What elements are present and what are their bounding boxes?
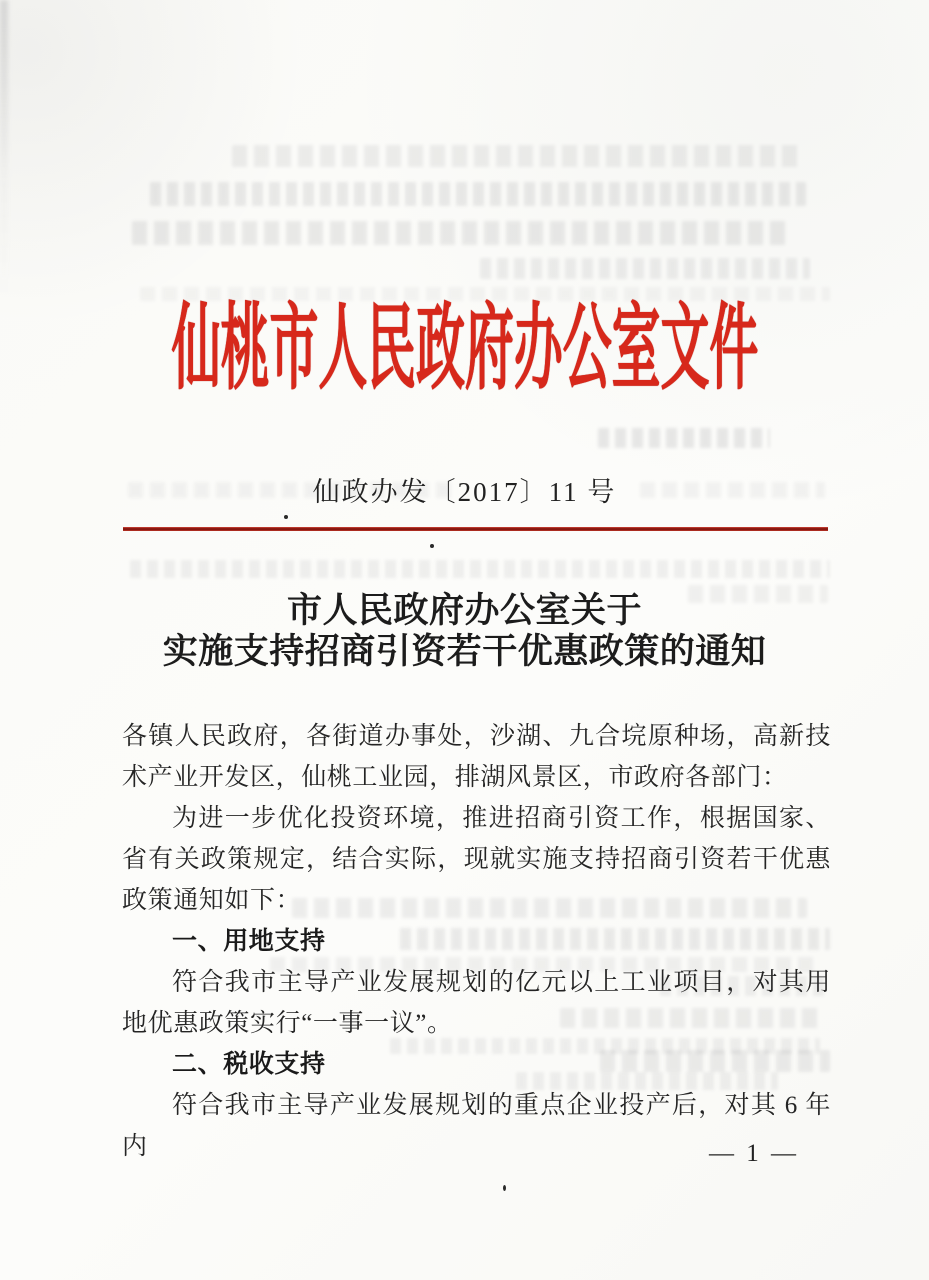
document-body	[122, 716, 831, 1167]
bleed-through-text	[130, 560, 830, 578]
scan-edge-smudge	[0, 0, 8, 300]
bleed-through-text	[232, 145, 798, 167]
bleed-through-text	[150, 182, 806, 206]
scan-speck	[430, 544, 434, 548]
section-1-paragraph: 符合我市主导产业发展规划的亿元以上工业项目，对其用地优惠政策实行“一事一议”。	[122, 969, 831, 1037]
document-title-line2: 实施支持招商引资若干优惠政策的通知	[162, 632, 767, 671]
document-title-line1: 市人民政府办公室关于	[286, 591, 642, 630]
scan-speck	[284, 515, 288, 519]
scan-speck	[503, 1185, 506, 1191]
bleed-through-text	[598, 428, 770, 448]
section-heading-2: 二、税收支持	[172, 1050, 326, 1078]
section-heading-1: 一、用地支持	[172, 927, 326, 955]
letterhead-banner-text: 仙桃市人民政府办公室文件	[171, 297, 758, 401]
section-2-paragraph: 符合我市主导产业发展规划的重点企业投产后，对其 6 年内	[122, 1092, 831, 1160]
addressee-paragraph: 各镇人民政府，各街道办事处，沙湖、九合垸原种场，高新技术产业开发区，仙桃工业园，排湖风景区，市政府各部门：	[122, 723, 831, 791]
page-number: — 1 —	[709, 1140, 799, 1167]
document-number: 仙政办发〔2017〕11 号	[312, 477, 617, 507]
document-title	[0, 590, 929, 672]
letterhead-banner	[0, 288, 929, 410]
intro-paragraph: 为进一步优化投资环境，推进招商引资工作，根据国家、省有关政策规定，结合实际，现就实施支持招商引资若干优惠政策通知如下：	[122, 805, 831, 914]
bleed-through-text	[132, 221, 792, 245]
red-separator-line	[123, 527, 828, 531]
bleed-through-text	[480, 258, 810, 279]
